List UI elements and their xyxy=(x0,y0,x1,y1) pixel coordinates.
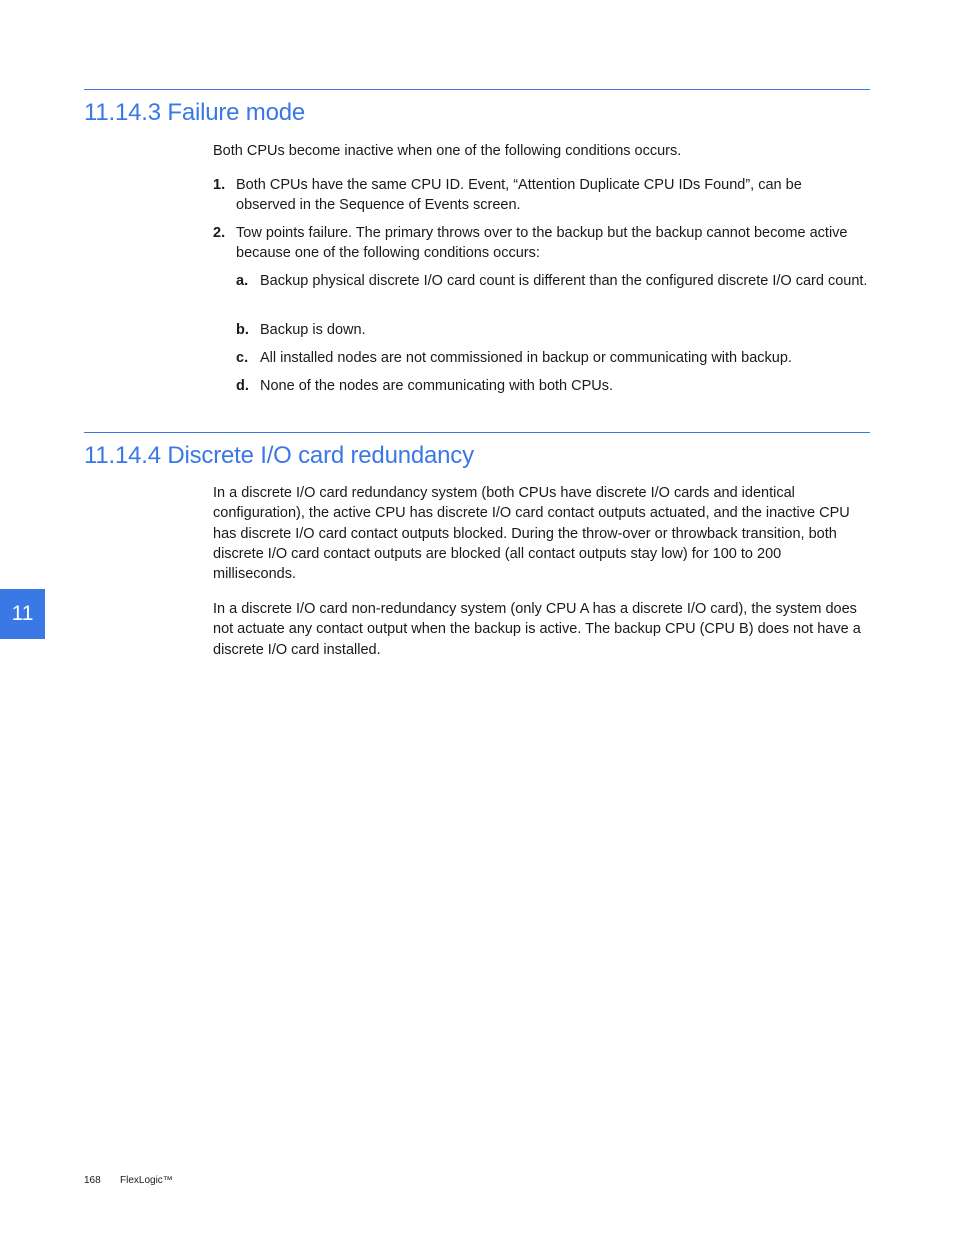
footer-product-name: FlexLogic™ xyxy=(120,1175,173,1186)
chapter-tab: 11 xyxy=(0,589,45,639)
sub-list-item xyxy=(236,320,868,340)
heading-failure-mode: 11.14.3 Failure mode xyxy=(84,99,306,126)
page-number: 168 xyxy=(84,1175,101,1186)
sub-list-item xyxy=(236,271,868,291)
sub-list-item-text: Backup physical discrete I/O card count is different than the configured discrete I/O card count. xyxy=(260,273,868,289)
section-divider-card-redundancy xyxy=(84,432,870,433)
list-item xyxy=(213,223,865,264)
list-item-text: Both CPUs have the same CPU ID. Event, “Attention Duplicate CPU IDs Found”, can be observed in the Sequence of Events screen. xyxy=(236,177,802,214)
non-redundancy-paragraph: In a discrete I/O card non-redundancy system (only CPU A has a discrete I/O card), the system does not actuate any contact output when the backup is active. The backup CPU (CPU B) does not have a discrete I/O card installed. xyxy=(213,601,861,658)
section-divider-failure-mode xyxy=(84,89,870,90)
sub-list-letter: d. xyxy=(236,378,249,394)
sub-list-item-text: None of the nodes are communicating with both CPUs. xyxy=(260,378,614,394)
sub-list-letter: c. xyxy=(236,350,249,366)
sub-list-item xyxy=(236,348,868,368)
sub-list-letter: b. xyxy=(236,322,249,338)
heading-card-redundancy: 11.14.4 Discrete I/O card redundancy xyxy=(84,442,474,469)
sub-list-item xyxy=(236,376,868,396)
list-number: 1. xyxy=(213,177,226,193)
sub-list-item-text: Backup is down. xyxy=(260,322,366,338)
redundancy-paragraph: In a discrete I/O card redundancy system (both CPUs have discrete I/O cards and identical configuration), the active CPU has discrete I/O card contact outputs actuated, and the inactive CPU has discrete I/O card contact outputs blocked. During the throw-over or throwback transition, both discrete I/O card contact outputs are blocked (all contact outputs stay low) for 100 to 200 milliseconds. xyxy=(213,485,850,583)
list-item-text: Tow points failure. The primary throws over to the backup but the backup cannot become active because one of the following conditions occurs: xyxy=(236,225,848,262)
sub-list-item-text: All installed nodes are not commissioned in backup or communicating with backup. xyxy=(260,350,792,366)
sub-list-letter: a. xyxy=(236,273,249,289)
failure-mode-intro: Both CPUs become inactive when one of the following conditions occurs. xyxy=(213,143,682,159)
list-number: 2. xyxy=(213,225,226,241)
list-item xyxy=(213,175,865,216)
